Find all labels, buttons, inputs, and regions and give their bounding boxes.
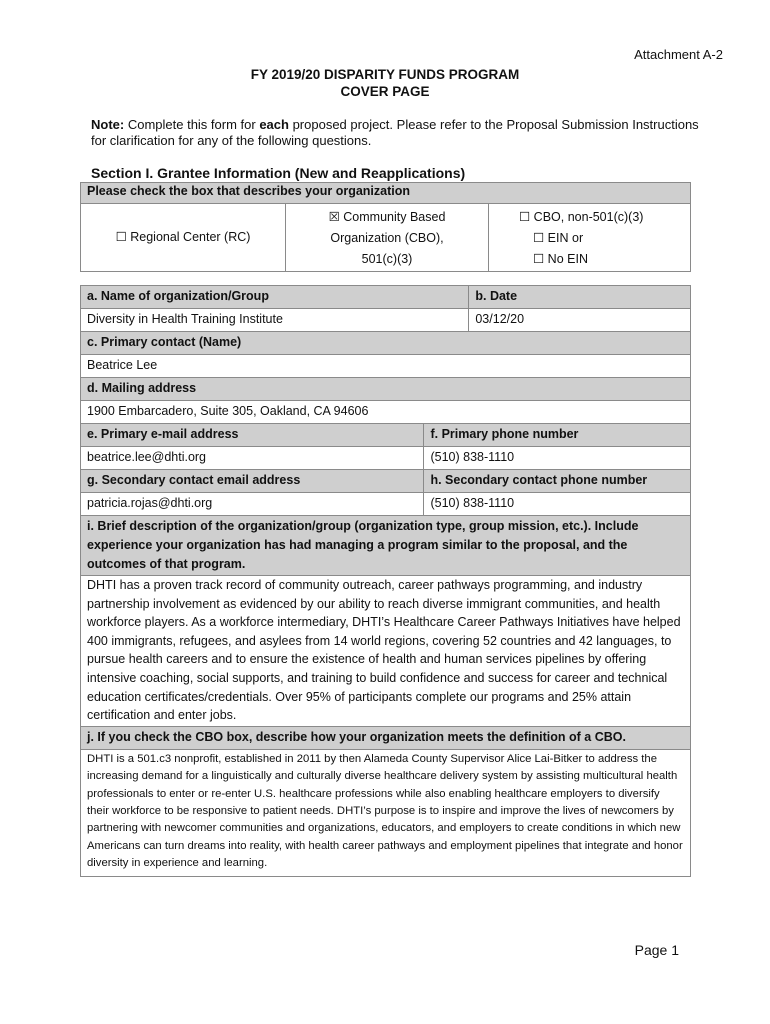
checkbox-cbo-non501[interactable]	[489, 204, 691, 272]
secondary-phone-label: h. Secondary contact phone number	[424, 470, 691, 493]
secondary-phone-field[interactable]: (510) 838-1110	[424, 493, 691, 516]
non501-line-1: ☐ CBO, non-501(c)(3)	[519, 210, 644, 224]
org-type-table	[80, 182, 691, 272]
cbo-definition-field[interactable]: DHTI is a 501.c3 nonprofit, established in 2011 by then Alameda County Supervisor Alice Lai-Bitker to address the increasing demand for a linguistically and culturally diverse healthcare delivery system by assisting multicultural health professionals to enter or re-enter U.S. healthcare professions while also enabling healthcare employers to diversify their workforce to be responsive to patient needs. DHTI’s purpose is to inspire and improve the lives of newcomers by partnering with newcomer communities and organizations, educators, and employers to create conditions in which new Americans can turn dreams into reality, with health career pathways and employment pipelines that integrate and honor diversity in experience and learning.	[81, 749, 691, 876]
org-description-label: i. Brief description of the organization/group (organization type, group mission, etc.). Include experience your organization has had managing a program similar to the proposal, and the outcomes of that program.	[81, 516, 691, 576]
no-ein-option: ☐ No EIN	[533, 252, 588, 266]
title-line-1: FY 2019/20 DISPARITY FUNDS PROGRAM	[250, 67, 520, 82]
mailing-address-field[interactable]: 1900 Embarcadero, Suite 305, Oakland, CA 94606	[81, 401, 691, 424]
org-type-header: Please check the box that describes your organization	[81, 183, 691, 204]
primary-contact-field[interactable]: Beatrice Lee	[81, 355, 691, 378]
form-title	[0, 66, 770, 100]
note-text-pre: Complete this form for	[124, 117, 260, 132]
secondary-email-field[interactable]: patricia.rojas@dhti.org	[81, 493, 424, 516]
attachment-label: Attachment A-2	[634, 47, 723, 62]
cbo-definition-label: j. If you check the CBO box, describe how your organization meets the definition of a CBO.	[81, 726, 691, 749]
org-name-field[interactable]: Diversity in Health Training Institute	[81, 309, 469, 332]
ein-option: ☐ EIN or	[533, 231, 584, 245]
cbo-line-3: 501(c)(3)	[361, 252, 413, 266]
cbo-line-1: ☒ Community Based	[328, 210, 446, 224]
note-text-post: proposed project. Please refer to the Proposal Submission Instructions for clarification for any of the following questions.	[91, 117, 699, 148]
org-name-label: a. Name of organization/Group	[81, 286, 469, 309]
mailing-address-label: d. Mailing address	[81, 378, 691, 401]
date-label: b. Date	[469, 286, 691, 309]
title-line-2: COVER PAGE	[340, 84, 430, 99]
section-title: Section I. Grantee Information (New and Reapplications)	[91, 165, 466, 181]
primary-phone-field[interactable]: (510) 838-1110	[424, 447, 691, 470]
primary-email-field[interactable]: beatrice.lee@dhti.org	[81, 447, 424, 470]
primary-contact-label: c. Primary contact (Name)	[81, 332, 691, 355]
note-bold-word: each	[259, 117, 289, 132]
secondary-email-label: g. Secondary contact email address	[81, 470, 424, 493]
cbo-line-2: Organization (CBO),	[330, 231, 444, 245]
org-description-field[interactable]: DHTI has a proven track record of community outreach, career pathways programming, and industry partnership involvement as evidenced by our ability to reach diverse immigrant communities, and health workforce players. As a workforce intermediary, DHTI’s Healthcare Career Pathways Initiatives have helped 400 immigrants, refugees, and asylees from 14 world regions, covering 52 countries and 42 languages, to pursue health careers and to ensure the existence of health and human services pipelines by offering intensive coaching, social supports, and training to build confidence and success for career and technical education certificates/credentials. Over 95% of participants complete our programs and 25% attain certification and enter jobs.	[81, 576, 691, 727]
checkbox-regional-center[interactable]: ☐ Regional Center (RC)	[81, 204, 286, 272]
primary-email-label: e. Primary e-mail address	[81, 424, 424, 447]
note-paragraph	[91, 117, 701, 149]
page-number: Page 1	[634, 942, 679, 958]
checkbox-cbo-501c3[interactable]	[286, 204, 489, 272]
date-field[interactable]: 03/12/20	[469, 309, 691, 332]
grantee-info-table	[80, 285, 691, 877]
note-label: Note:	[91, 117, 125, 132]
primary-phone-label: f. Primary phone number	[424, 424, 691, 447]
